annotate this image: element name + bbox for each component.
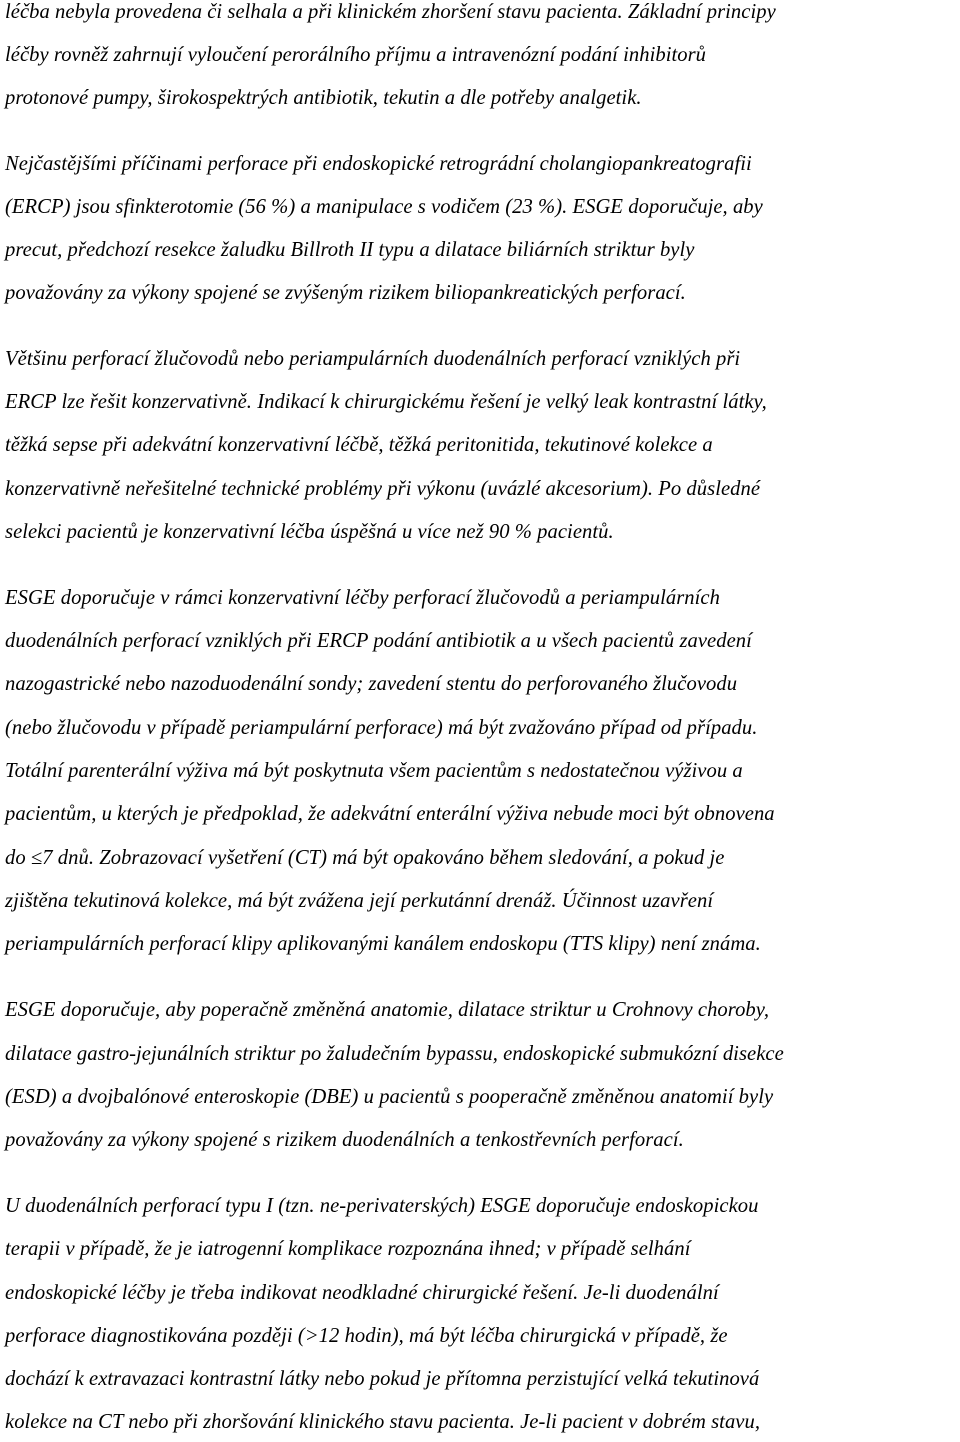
text-line: duodenálních perforací vzniklých při ERCP podání antibiotik a u všech pacientů zavedení [5, 630, 752, 652]
text-line: terapii v případě, že je iatrogenní komplikace rozpoznána ihned; v případě selhání [5, 1238, 691, 1260]
text-line: kolekce na CT nebo při zhoršování klinického stavu pacienta. Je-li pacient v dobrém stavu, [5, 1411, 761, 1433]
text-line: (nebo žlučovodu v případě periampulární perforace) má být zvažováno případ od případu. [5, 717, 758, 739]
text-line: ERCP lze řešit konzervativně. Indikací k chirurgickému řešení je velký leak kontrastní látky, [5, 391, 767, 413]
text-line: konzervativně neřešitelné technické problémy při výkonu (uvázlé akcesorium). Po důsledné [5, 478, 761, 500]
text-line: (ERCP) jsou sfinkterotomie (56 %) a manipulace s vodičem (23 %). ESGE doporučuje, aby [5, 196, 763, 218]
text-line: perforace diagnostikována později (>12 hodin), má být léčba chirurgická v případě, že [5, 1325, 728, 1347]
text-line: do ≤7 dnů. Zobrazovací vyšetření (CT) má být opakováno během sledování, a pokud je [5, 847, 725, 869]
text-line: léčba nebyla provedena či selhala a při klinickém zhoršení stavu pacienta. Základní principy [5, 1, 776, 23]
text-line: (ESD) a dvojbalónové enteroskopie (DBE) u pacientů s pooperačně změněnou anatomií byly [5, 1086, 774, 1108]
text-line: Totální parenterální výživa má být poskytnuta všem pacientům s nedostatečnou výživou a [5, 760, 743, 782]
text-line: periampulárních perforací klipy aplikovanými kanálem endoskopu (TTS klipy) není známa. [5, 933, 761, 955]
text-line: nazogastrické nebo nazoduodenální sondy; zavedení stentu do perforovaného žlučovodu [5, 673, 738, 695]
text-line: selekci pacientů je konzervativní léčba úspěšná u více než 90 % pacientů. [5, 521, 614, 543]
text-line: protonové pumpy, širokospektrých antibiotik, tekutin a dle potřeby analgetik. [5, 87, 642, 109]
text-line: U duodenálních perforací typu I (tzn. ne-perivaterských) ESGE doporučuje endoskopickou [5, 1195, 759, 1217]
text-line: precut, předchozí resekce žaludku Billroth II typu a dilatace biliárních striktur byly [5, 239, 695, 261]
text-line: zjištěna tekutinová kolekce, má být zvážena její perkutánní drenáž. Účinnost uzavření [5, 890, 714, 912]
text-line: Nejčastějšími příčinami perforace při endoskopické retrográdní cholangiopankreatografii [5, 153, 752, 175]
text-line: endoskopické léčby je třeba indikovat neodkladné chirurgické řešení. Je-li duodenální [5, 1282, 719, 1304]
text-line: dochází k extravazaci kontrastní látky nebo pokud je přítomna perzistující velká tekutinová [5, 1368, 760, 1390]
text-line: těžká sepse při adekvátní konzervativní léčbě, těžká peritonitida, tekutinové kolekce a [5, 434, 713, 456]
text-line: pacientům, u kterých je předpoklad, že adekvátní enterální výživa nebude moci být obnovena [5, 803, 775, 825]
text-line: považovány za výkony spojené se zvýšeným rizikem biliopankreatických perforací. [5, 282, 686, 304]
text-line: léčby rovněž zahrnují vyloučení perorálního příjmu a intravenózní podání inhibitorů [5, 44, 707, 66]
text-line: Většinu perforací žlučovodů nebo periampulárních duodenálních perforací vzniklých při [5, 348, 741, 370]
text-line: dilatace gastro-jejunálních striktur po žaludečním bypassu, endoskopické submukózní disekce [5, 1043, 784, 1065]
text-line: ESGE doporučuje, aby poperačně změněná anatomie, dilatace striktur u Crohnovy choroby, [5, 999, 770, 1021]
text-line: ESGE doporučuje v rámci konzervativní léčby perforací žlučovodů a periampulárních [5, 587, 720, 609]
text-line: považovány za výkony spojené s rizikem duodenálních a tenkostřevních perforací. [5, 1129, 684, 1151]
